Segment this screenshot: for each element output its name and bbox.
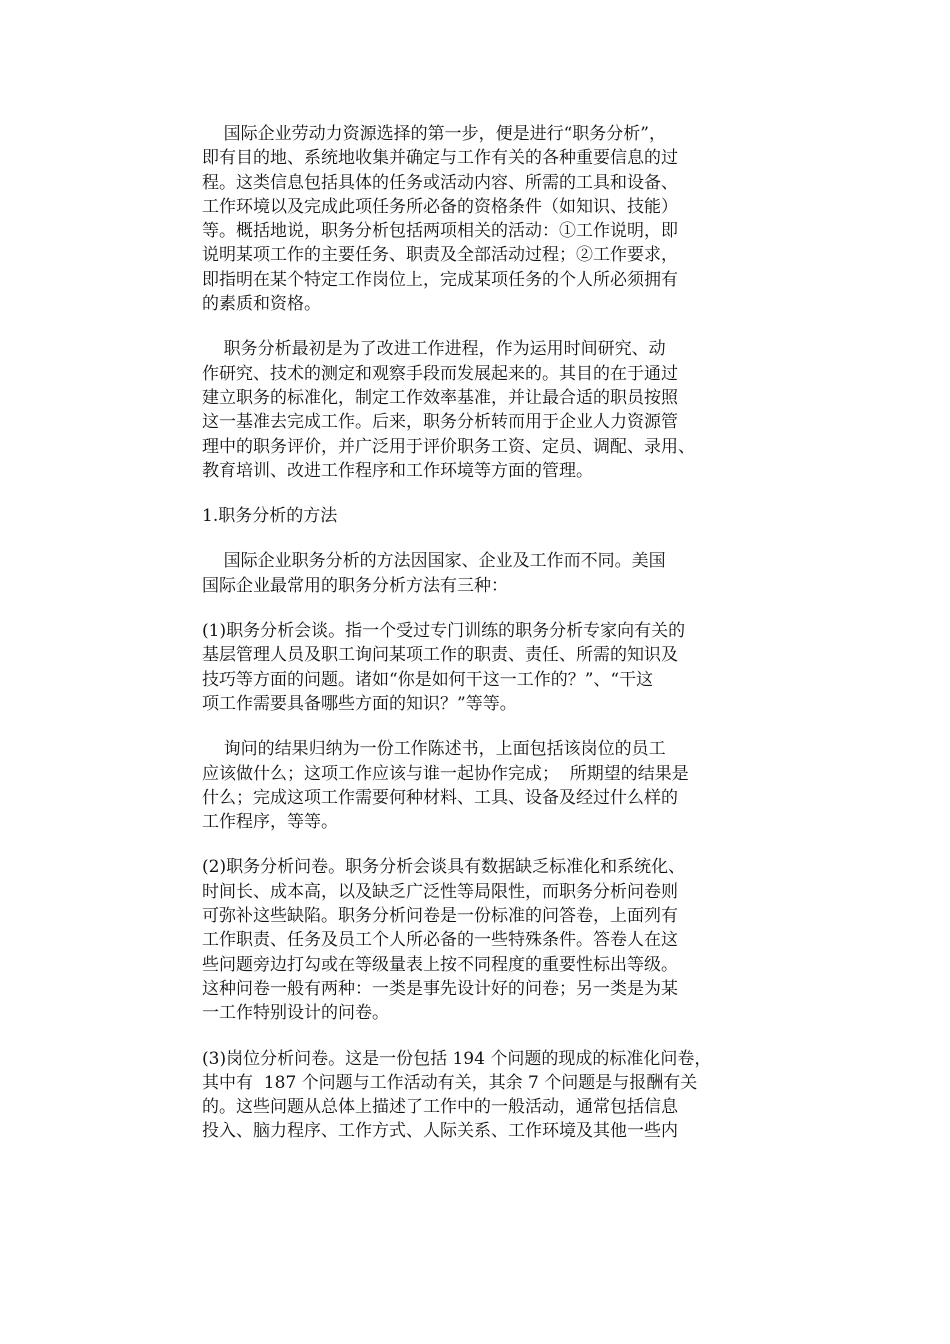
- text-line: 的。这些问题从总体上描述了工作中的一般活动，通常包括信息: [202, 1097, 678, 1118]
- text-line: 项工作需要具备哪些方面的知识？”等等。: [202, 693, 517, 714]
- text-line: 投入、脑力程序、工作方式、人际关系、工作环境及其他一些内: [202, 1121, 678, 1142]
- paragraph-methods-intro: [202, 549, 752, 598]
- text-line: 一工作特别设计的问卷。: [202, 1003, 389, 1024]
- text-line: 等。概括地说，职务分析包括两项相关的活动：①工作说明，即: [202, 221, 678, 242]
- text-line: 教育培训、改进工作程序和工作环境等方面的管理。: [202, 460, 593, 481]
- document-page: [202, 122, 752, 1165]
- text-line: 其中有 187 个问题与工作活动有关，其余 7 个问题是与报酬有关: [202, 1072, 698, 1093]
- text-line: (1)职务分析会谈。指一个受过专门训练的职务分析专家向有关的: [202, 621, 686, 642]
- paragraph-method-1: [202, 619, 752, 716]
- text-line: 技巧等方面的问题。诸如“你是如何干这一工作的？”、“干这: [202, 669, 654, 690]
- paragraph-method-2: [202, 855, 752, 1025]
- text-line: 询问的结果归纳为一份工作陈述书，上面包括该岗位的员工: [202, 739, 666, 760]
- text-line: 可弥补这些缺陷。职务分析问卷是一份标准的问答卷，上面列有: [202, 906, 678, 927]
- text-line: 即指明在某个特定工作岗位上，完成某项任务的个人所必须拥有: [202, 269, 678, 290]
- text-line: 工作职责、任务及员工个人所必备的一些特殊条件。答卷人在这: [202, 930, 678, 951]
- paragraph-interview-result: [202, 737, 752, 834]
- text-line: 工作程序，等等。: [202, 812, 338, 833]
- text-line: 国际企业职务分析的方法因国家、企业及工作而不同。美国: [202, 551, 666, 572]
- text-line: 理中的职务评价，并广泛用于评价职务工资、定员、调配、录用、: [202, 436, 695, 457]
- text-line: 这种问卷一般有两种：一类是事先设计好的问卷；另一类是为某: [202, 978, 678, 999]
- text-line: 什么；完成这项工作需要何种材料、工具、设备及经过什么样的: [202, 787, 678, 808]
- text-line: (2)职务分析问卷。职务分析会谈具有数据缺乏标准化和系统化、: [202, 857, 686, 878]
- text-line: 基层管理人员及职工询问某项工作的职责、责任、所需的知识及: [202, 645, 678, 666]
- text-line: 时间长、成本高，以及缺乏广泛性等局限性，而职务分析问卷则: [202, 881, 678, 902]
- paragraph-intro: [202, 122, 752, 316]
- text-line: 应该做什么；这项工作应该与谁一起协作完成； 所期望的结果是: [202, 763, 689, 784]
- text-line: 程。这类信息包括具体的任务或活动内容、所需的工具和设备、: [202, 172, 678, 193]
- paragraph-origin: [202, 337, 752, 483]
- text-line: 的素质和资格。: [202, 294, 321, 315]
- text-line: 作研究、技术的测定和观察手段而发展起来的。其目的在于通过: [202, 363, 678, 384]
- text-line: 即有目的地、系统地收集并确定与工作有关的各种重要信息的过: [202, 148, 678, 169]
- heading-line: 1.职务分析的方法: [202, 506, 338, 527]
- text-line: 建立职务的标准化，制定工作效率基准，并让最合适的职员按照: [202, 387, 678, 408]
- section-heading: [202, 504, 752, 528]
- text-line: 说明某项工作的主要任务、职责及全部活动过程；②工作要求，: [202, 245, 678, 266]
- text-line: 职务分析最初是为了改进工作进程，作为运用时间研究、动: [202, 339, 666, 360]
- text-line: 国际企业最常用的职务分析方法有三种：: [202, 575, 508, 596]
- text-line: 国际企业劳动力资源选择的第一步，便是进行“职务分析”，: [202, 124, 666, 144]
- paragraph-method-3: [202, 1047, 752, 1144]
- text-line: (3)岗位分析问卷。这是一份包括 194 个问题的现成的标准化问卷，: [202, 1048, 712, 1069]
- text-line: 些问题旁边打勾或在等级量表上按不同程度的重要性标出等级。: [202, 954, 678, 975]
- text-line: 工作环境以及完成此项任务所必备的资格条件（如知识、技能）: [202, 196, 678, 217]
- text-line: 这一基准去完成工作。后来，职务分析转而用于企业人力资源管: [202, 412, 678, 433]
